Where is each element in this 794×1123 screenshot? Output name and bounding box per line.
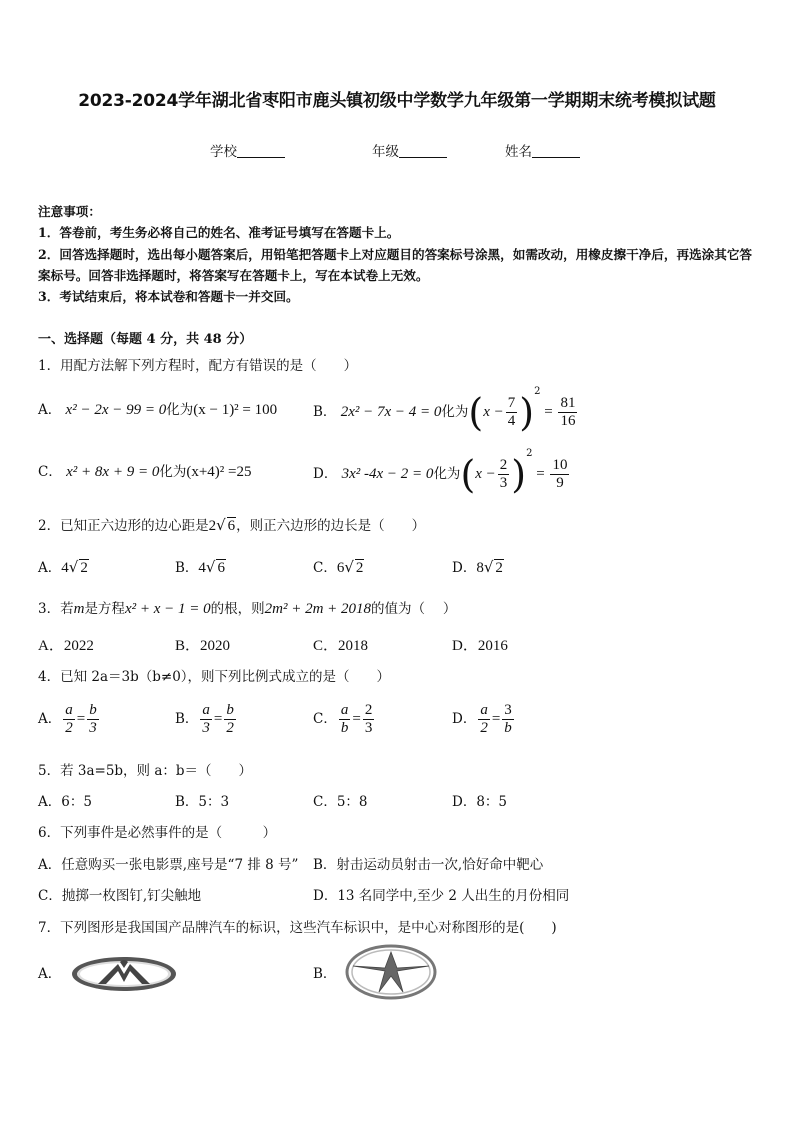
q6-option-b[interactable]: B．射击运动员射击一次,恰好命中靶心 [313,857,544,873]
q3-option-b[interactable]: B．2020 [175,638,231,654]
notes-block [38,201,760,307]
section-heading: 一、选择题（每题 4 分，共 48 分） [38,332,253,347]
q7-stem: 7．下列图形是我国国产品牌汽车的标识，这些汽车标识中，是中心对称图形的是( ) [38,920,557,936]
q1-option-c[interactable] [38,460,251,481]
q1-c-result: (x+4)² =25 [186,464,252,480]
q1-b-convert: 化为 [441,404,469,420]
option-label: B． [313,404,337,420]
q1-a-equation: x² − 2x − 99 = 0 [65,402,167,418]
note-item: 2．回答选择题时，选出每小题答案后，用铅笔把答题卡上对应题目的答案标号涂黑，如需改动，用橡皮擦干净后，再选涂其它答案标号。回答非选择题时，将答案写在答题卡上，写在本试卷上无效。 [38,246,753,283]
q5-stem: 5．若 3a=5b，则 a：b＝（ ） [38,763,253,779]
q6-option-c[interactable]: C．抛掷一枚图钉,钉尖触地 [38,888,202,904]
q1-d-rhs-fraction: $\frac{10}{9}$ [552,457,568,491]
name-label: 姓名 [505,144,532,160]
q4-stem: 4．已知 2a＝3b（b≠0），则下列比例式成立的是（ ） [38,669,391,685]
name-field[interactable] [505,140,580,160]
name-blank [532,143,580,158]
q1-option-d[interactable]: D． 3x² -4x − 2 = 0化为(x − $\frac{2}{3}$ )$^2$ = $\frac{10}{9}$ [313,448,568,497]
q1-option-b[interactable]: B． 2x² − 7x − 4 = 0化为(x − $\frac{7}{4}$ )$^2$ = $\frac{81}{16}$ [313,386,576,435]
school-blank [237,143,285,158]
page-title: 2023-2024学年湖北省枣阳市鹿头镇初级中学数学九年级第一学期期末统考模拟试题 [78,91,716,111]
q4-option-c[interactable]: C． $\frac{a}{b}$ = $\frac{2}{3}$ [313,702,373,736]
school-field[interactable] [210,140,285,160]
q1-d-equation: 3x² -4x − 2 = 0 [341,466,434,482]
q1-stem: 1．用配方法解下列方程时，配方有错误的是（ ） [38,358,358,374]
q1-d-convert: 化为 [433,466,461,482]
q7-option-a-label[interactable]: A． [38,966,62,982]
q1-a-convert: 化为 [166,402,194,418]
q1-option-a[interactable] [38,398,277,419]
grade-field[interactable] [372,140,447,160]
q1-b-rhs-fraction: $\frac{81}{16}$ [560,395,576,429]
chery-logo-icon[interactable] [70,954,178,994]
q2-option-a[interactable]: A．4√ 2 [38,558,88,576]
q5-option-a[interactable]: A．6：5 [38,794,92,810]
option-label: C． [38,464,62,480]
q5-option-b[interactable]: B．5：3 [175,794,230,810]
option-label: D． [313,466,338,482]
q3-option-d[interactable]: D．2016 [452,638,508,654]
q4-option-d[interactable]: D． $\frac{a}{2}$ = $\frac{3}{b}$ [452,702,512,736]
q2-option-b[interactable]: B．4√ 6 [175,558,225,576]
school-label: 学校 [210,144,237,160]
q2-option-d[interactable]: D．8√ 2 [452,558,503,576]
note-item: 1．答卷前，考生务必将自己的姓名、准考证号填写在答题卡上。 [38,225,400,241]
q7-option-b-label[interactable]: B． [313,966,337,982]
q4-option-b[interactable]: B． $\frac{a}{3}$ = $\frac{b}{2}$ [175,702,234,736]
q6-option-a[interactable]: A．任意购买一张电影票,座号是“7 排 8 号” [38,857,299,873]
note-item: 3．考试结束后，将本试卷和答题卡一并交回。 [38,289,299,305]
q6-stem: 6．下列事件是必然事件的是（ ） [38,825,277,841]
q6-option-d[interactable]: D．13 名同学中,至少 2 人出生的月份相同 [313,888,570,904]
q4-option-a[interactable]: A． $\frac{a}{2}$ = $\frac{b}{3}$ [38,702,97,736]
q2-stem: 2．已知正六边形的边心距是2√ 6，则正六边形的边长是（ ） [38,516,426,534]
q1-b-fraction: $\frac{7}{4}$ [507,395,516,429]
grade-blank [399,143,447,158]
q5-option-d[interactable]: D．8：5 [452,794,508,810]
q1-c-convert: 化为 [159,464,187,480]
q1-a-result: (x − 1)² = 100 [193,402,278,418]
grade-label: 年级 [372,144,399,160]
q3-option-a[interactable]: A．2022 [38,638,94,654]
q1-c-equation: x² + 8x + 9 = 0 [66,464,160,480]
option-label: A． [38,402,62,418]
q1-b-equation: 2x² − 7x − 4 = 0 [340,404,442,420]
q1-d-fraction: $\frac{2}{3}$ [499,457,508,491]
q5-option-c[interactable]: C．5：8 [313,794,368,810]
notes-heading: 注意事项： [38,204,101,219]
q2-option-c[interactable]: C．6√ 2 [313,558,364,576]
q3-stem: 3．若m是方程x² + x − 1 = 0的根，则2m² + 2m + 2018的值为（ ） [38,601,457,617]
q3-option-c[interactable]: C．2018 [313,638,369,654]
jac-star-logo-icon[interactable] [345,944,437,1000]
